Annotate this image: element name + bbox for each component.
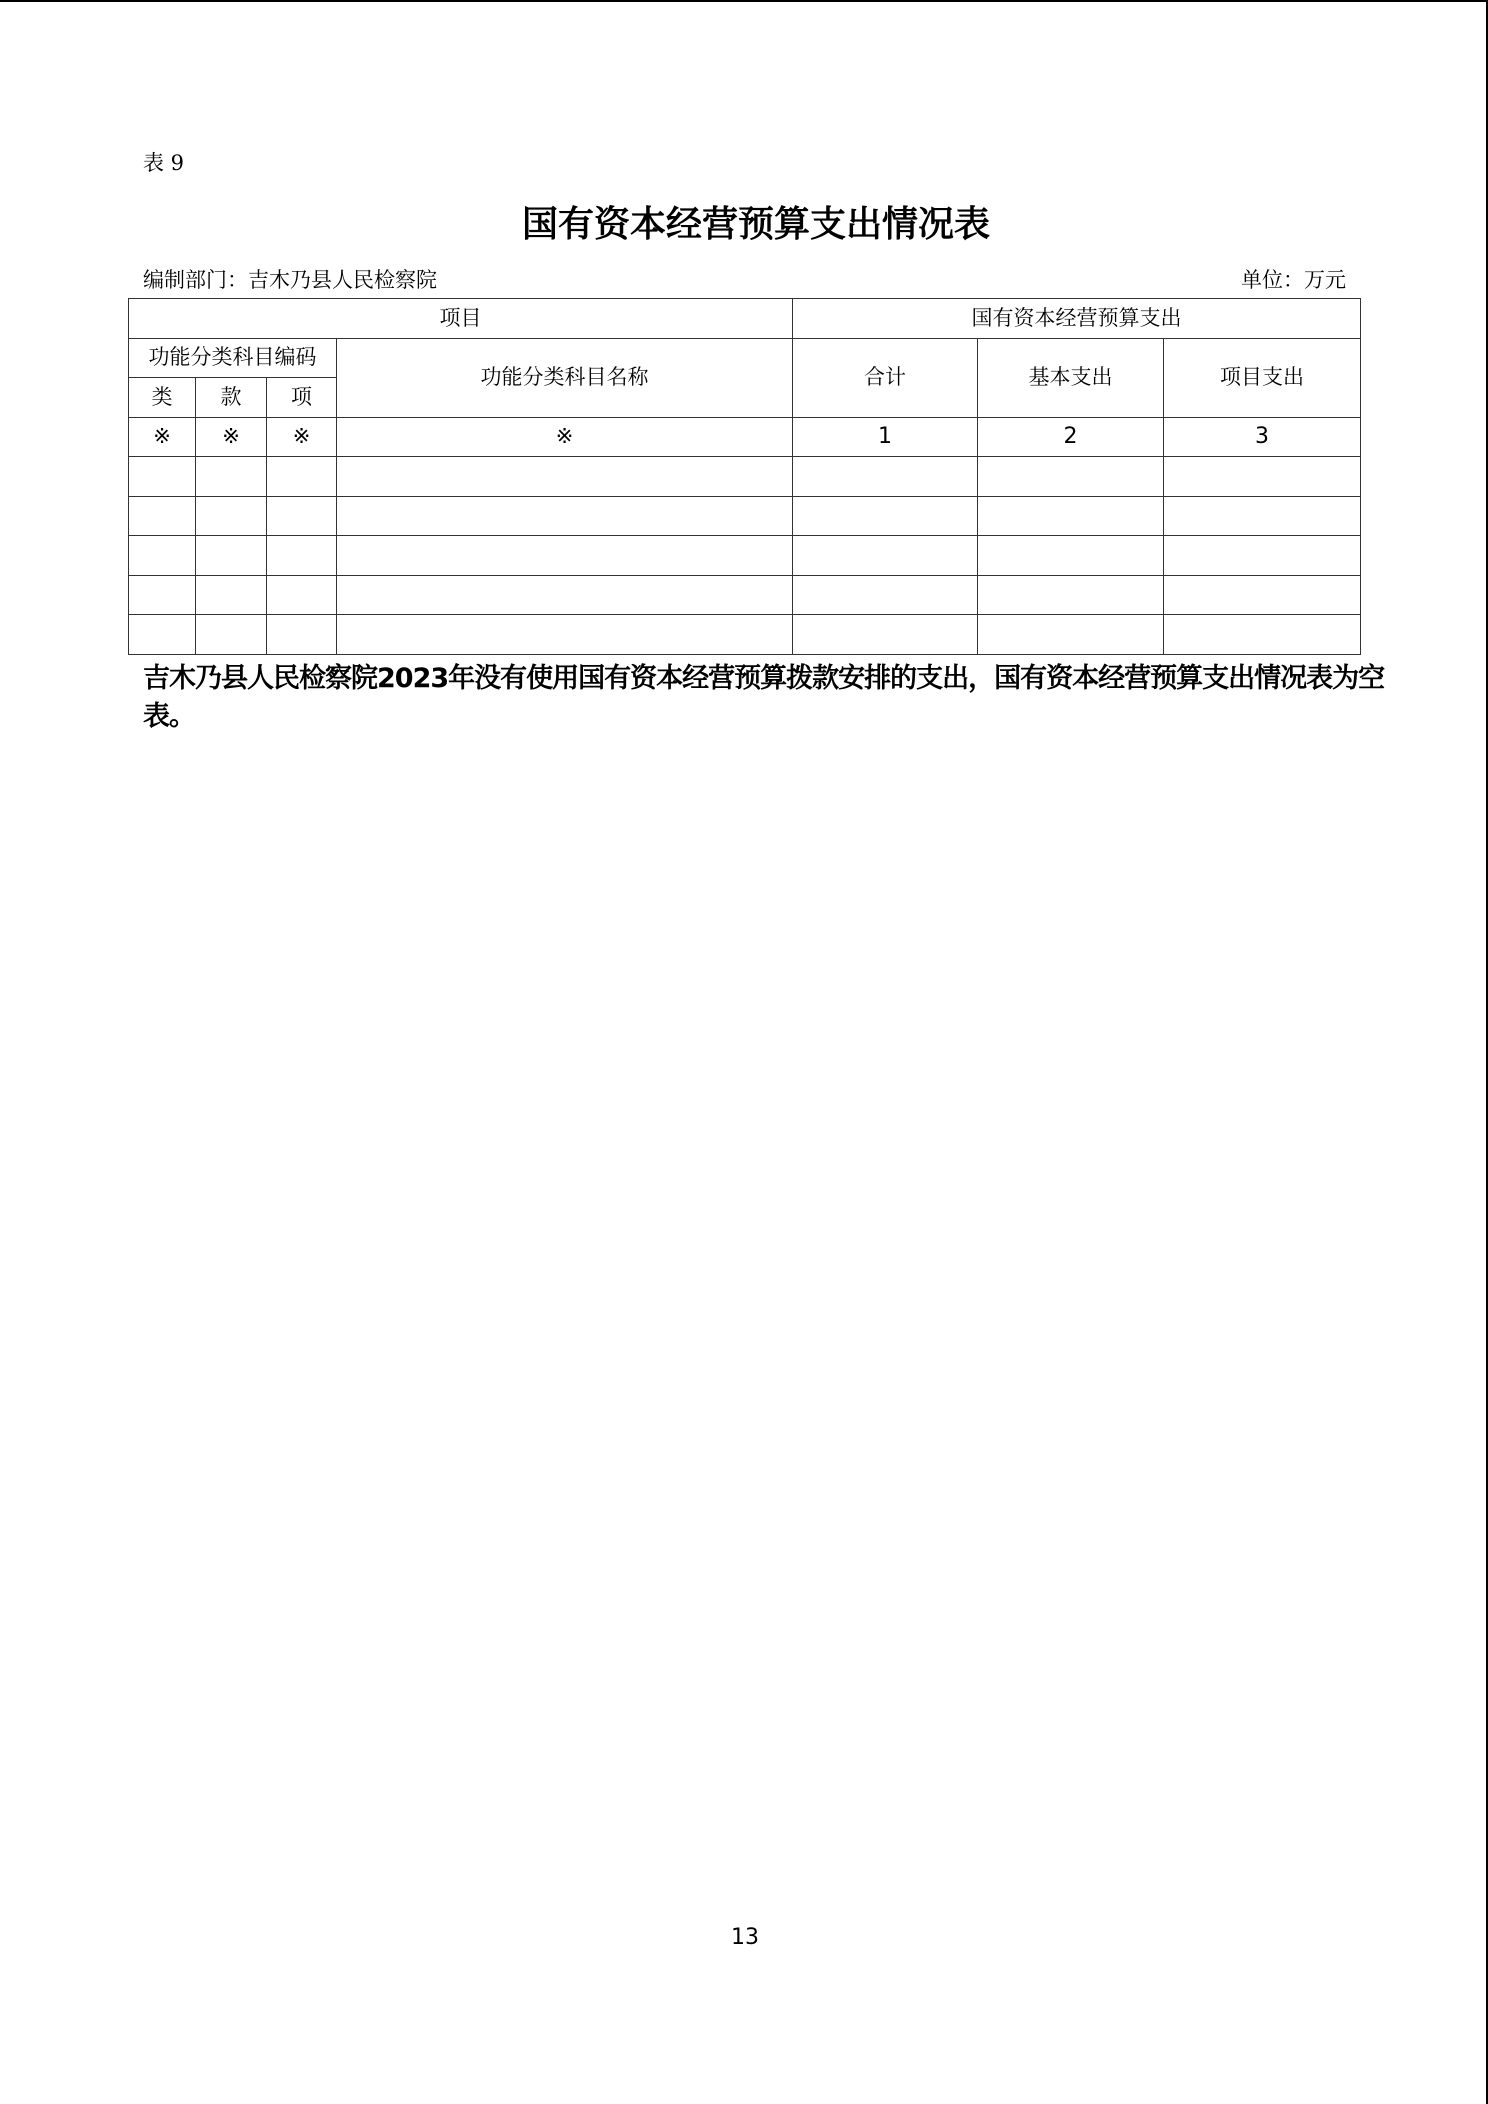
table-row [129, 457, 1361, 497]
table-cell [129, 457, 196, 497]
table-cell [129, 536, 196, 576]
table-number: 表 9 [143, 151, 185, 175]
table-index-row [129, 417, 1361, 457]
table-cell [267, 615, 337, 655]
table-cell [267, 536, 337, 576]
unit-label: 单位：万元 [1241, 268, 1346, 292]
table-cell [978, 575, 1164, 615]
table-cell [1164, 457, 1361, 497]
table-cell [793, 457, 978, 497]
table-row [129, 536, 1361, 576]
index-cell: 2 [978, 417, 1164, 457]
index-cell: ※ [196, 417, 267, 457]
header-basic: 基本支出 [978, 338, 1164, 417]
table-cell [1164, 615, 1361, 655]
page-number: 13 [731, 1925, 759, 1950]
header-project: 项目 [129, 299, 793, 339]
header-total: 合计 [793, 338, 978, 417]
header-expenditure: 国有资本经营预算支出 [793, 299, 1361, 339]
table-cell [337, 536, 793, 576]
table-cell [196, 575, 267, 615]
index-cell: 1 [793, 417, 978, 457]
table-row [129, 575, 1361, 615]
table-cell [267, 575, 337, 615]
table-cell [978, 457, 1164, 497]
table-cell [196, 536, 267, 576]
table-cell [196, 496, 267, 536]
table-header-row-2 [129, 338, 1361, 378]
table-cell [793, 536, 978, 576]
table-cell [978, 615, 1164, 655]
table-cell [978, 536, 1164, 576]
page-title: 国有资本经营预算支出情况表 [521, 203, 990, 245]
table-header-row-1 [129, 299, 1361, 339]
index-cell: ※ [129, 417, 196, 457]
table-cell [978, 496, 1164, 536]
header-project-expenditure: 项目支出 [1164, 338, 1361, 417]
header-item: 项 [267, 378, 337, 418]
meta-row [143, 264, 1346, 294]
table-cell [793, 615, 978, 655]
table-cell [337, 575, 793, 615]
table-cell [267, 496, 337, 536]
header-section: 款 [196, 378, 267, 418]
table-cell [793, 575, 978, 615]
table-cell [337, 615, 793, 655]
table-cell [196, 457, 267, 497]
budget-table [128, 298, 1361, 655]
table-row [129, 496, 1361, 536]
table-cell [1164, 575, 1361, 615]
page-top-border [0, 0, 1488, 2]
table-cell [337, 457, 793, 497]
header-class: 类 [129, 378, 196, 418]
table-cell [196, 615, 267, 655]
header-code: 功能分类科目编码 [129, 338, 337, 378]
table-cell [793, 496, 978, 536]
department-label: 编制部门：吉木乃县人民检察院 [143, 268, 437, 292]
table-cell [129, 496, 196, 536]
table-row [129, 615, 1361, 655]
table-cell [267, 457, 337, 497]
index-cell: ※ [337, 417, 793, 457]
table-cell [129, 615, 196, 655]
header-name: 功能分类科目名称 [337, 338, 793, 417]
table-cell [1164, 496, 1361, 536]
index-cell: 3 [1164, 417, 1361, 457]
table-cell [337, 496, 793, 536]
table-cell [1164, 536, 1361, 576]
index-cell: ※ [267, 417, 337, 457]
table-cell [129, 575, 196, 615]
empty-table-note: 吉木乃县人民检察院2023年没有使用国有资本经营预算拨款安排的支出，国有资本经营预算支出情况表为空表。 [143, 663, 1385, 732]
